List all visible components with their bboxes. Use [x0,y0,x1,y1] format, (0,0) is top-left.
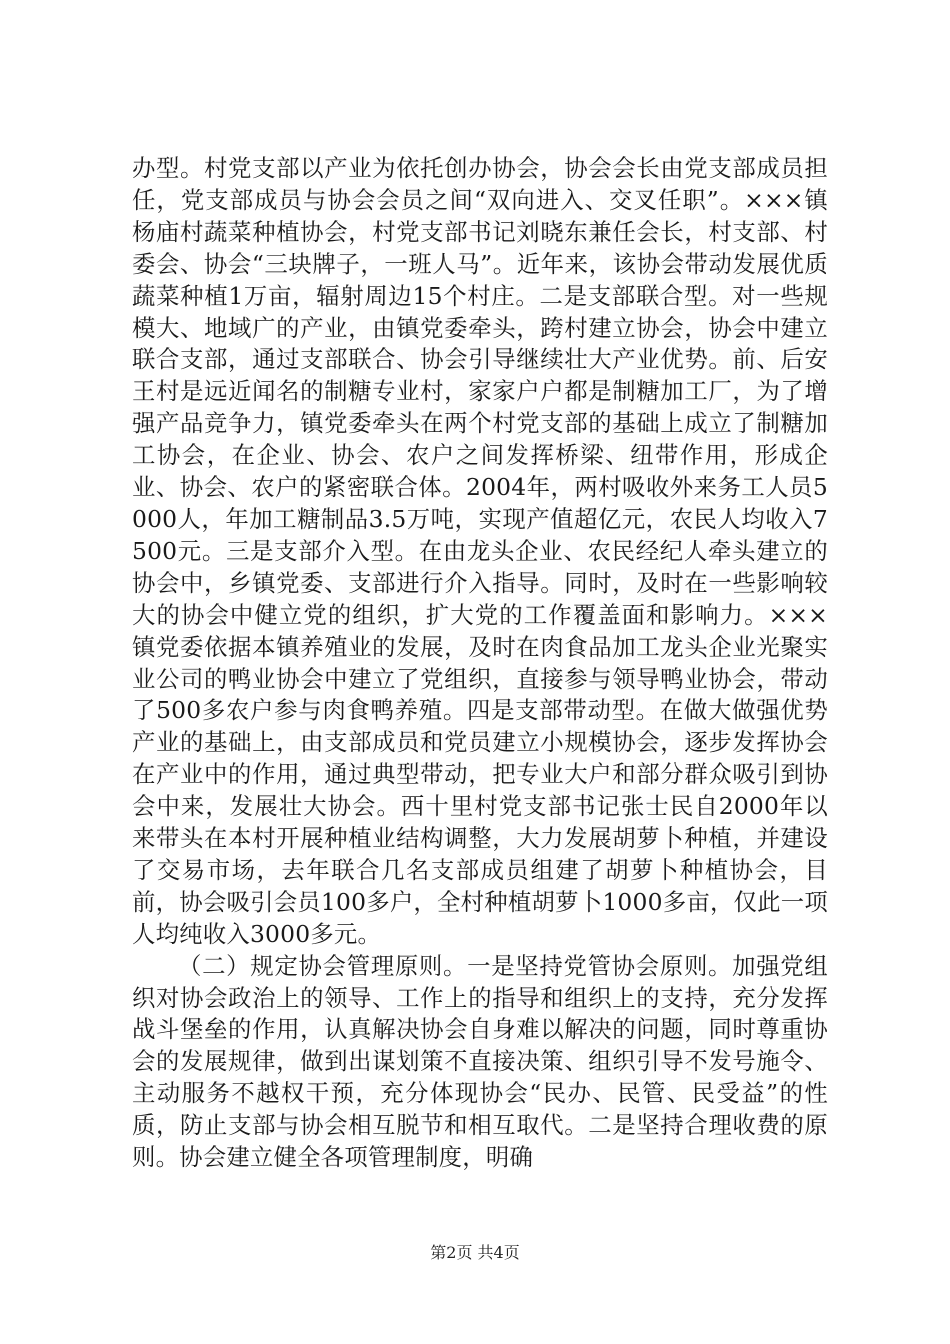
body-paragraph-continued: 办型。村党支部以产业为依托创办协会，协会会长由党支部成员担任，党支部成员与协会会员之间“双向进入、交叉任职”。×××镇杨庙村蔬菜种植协会，村党支部书记刘晓东兼任会长，村支部、村委会、协会“三块牌子，一班人马”。近年来，该协会带动发展优质蔬菜种植1万亩，辐射周边15个村庄。二是支部联合型。对一些规模大、地域广的产业，由镇党委牵头，跨村建立协会，协会中建立联合支部，通过支部联合、协会引导继续壮大产业优势。前、后安王村是远近闻名的制糖专业村，家家户户都是制糖加工厂，为了增强产品竞争力，镇党委牵头在两个村党支部的基础上成立了制糖加工协会，在企业、协会、农户之间发挥桥梁、纽带作用，形成企业、协会、农户的紧密联合体。2004年，两村吸收外来务工人员5000人，年加工糖制品3.5万吨，实现产值超亿元，农民人均收入7500元。三是支部介入型。在由龙头企业、农民经纪人牵头建立的协会中，乡镇党委、支部进行介入指导。同时，及时在一些影响较大的协会中健立党的组织，扩大党的工作覆盖面和影响力。×××镇党委依据本镇养殖业的发展，及时在肉食品加工龙头企业光聚实业公司的鸭业协会中建立了党组织，直接参与领导鸭业协会，带动了500多农户参与肉食鸭养殖。四是支部带动型。在做大做强优势产业的基础上，由支部成员和党员建立小规模协会，逐步发挥协会在产业中的作用，通过典型带动，把专业大户和部分群众吸引到协会中来，发展壮大协会。西十里村党支部书记张士民自2000年以来带头在本村开展种植业结构调整，大力发展胡萝卜种植，并建设了交易市场，去年联合几名支部成员组建了胡萝卜种植协会，目前，协会吸引会员100多户，全村种植胡萝卜1000多亩，仅此一项人均纯收入3000多元。 [132,154,828,948]
document-body [132,153,828,1174]
body-paragraph-section-2: （二）规定协会管理原则。一是坚持党管协会原则。加强党组织对协会政治上的领导、工作上的指导和组织上的支持，充分发挥战斗堡垒的作用，认真解决协会自身难以解决的问题，同时尊重协会的发展规律，做到出谋划策不直接决策、组织引导不发号施令、主动服务不越权干预，充分体现协会“民办、民管、民受益”的性质，防止支部与协会相互脱节和相互取代。二是坚持合理收费的原则。协会建立健全各项管理制度，明确 [132,951,828,1172]
page-footer: 第2页 共4页 [430,1243,520,1262]
